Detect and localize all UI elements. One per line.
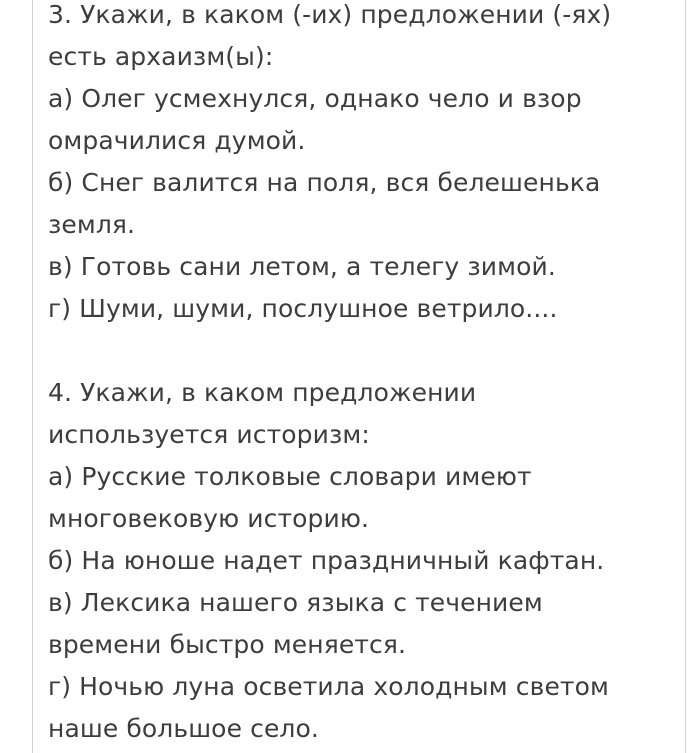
question-4-option-c-line-1: в) Лексика нашего языка с течением bbox=[48, 588, 543, 617]
question-3-option-d: г) Шуми, шуми, послушное ветрило.... bbox=[48, 294, 558, 323]
question-4-option-a-line-1: а) Русские толковые словари имеют bbox=[48, 462, 532, 491]
question-4-option-a-line-2: многовековую историю. bbox=[48, 504, 370, 533]
question-3-option-b-line-2: земля. bbox=[48, 210, 136, 239]
question-3-option-b-line-1: б) Снег валится на поля, вся белешенька bbox=[48, 168, 601, 197]
document-text bbox=[48, 0, 678, 750]
question-3-option-c: в) Готовь сани летом, а телегу зимой. bbox=[48, 252, 556, 281]
question-3-option-a-line-2: омрачилися думой. bbox=[48, 126, 306, 155]
question-4-option-b: б) На юноше надет праздничный кафтан. bbox=[48, 546, 605, 575]
question-3-prompt-line-2: есть архаизм(ы): bbox=[48, 42, 274, 71]
question-3 bbox=[48, 0, 678, 330]
question-4-option-c-line-2: времени быстро меняется. bbox=[48, 630, 407, 659]
question-4-option-d-line-2: наше большое село. bbox=[48, 714, 319, 743]
question-4-prompt-line-1: 4. Укажи, в каком предложении bbox=[48, 378, 477, 407]
question-3-option-a-line-1: а) Олег усмехнулся, однако чело и взор bbox=[48, 84, 582, 113]
paragraph-gap bbox=[48, 330, 678, 372]
question-4 bbox=[48, 372, 678, 750]
question-4-option-d-line-1: г) Ночью луна осветила холодным светом bbox=[48, 672, 609, 701]
question-3-prompt-line-1: 3. Укажи, в каком (-их) предложении (-ях) bbox=[48, 0, 612, 29]
question-4-prompt-line-2: используется историзм: bbox=[48, 420, 370, 449]
